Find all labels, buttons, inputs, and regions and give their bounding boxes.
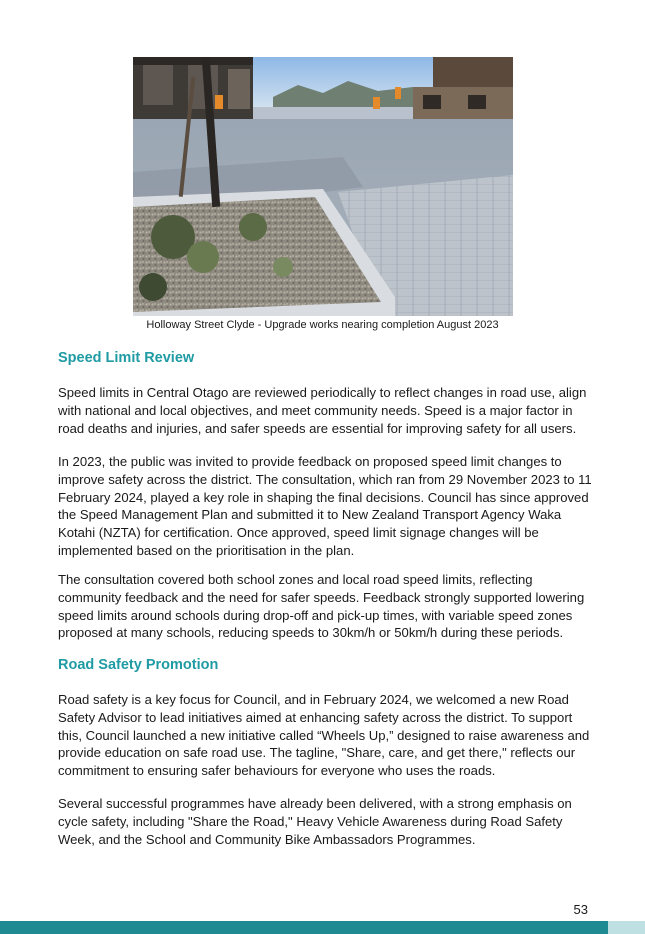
paragraph: Speed limits in Central Otago are reviewed periodically to reflect changes in road use, align with national and local objectives, and meet community needs. Speed is a major factor in road deaths and injuries, and safer speeds are essential for improving safety for all users. bbox=[58, 385, 587, 436]
paragraph: Several successful programmes have already been delivered, with a strong emphasis on cycle safety, including "Share the Road," Heavy Vehicle Awareness during Road Safety Week, and the School and Community Bike Ambassadors Programmes. bbox=[58, 796, 572, 847]
section-heading-road-safety-promotion: Road Safety Promotion bbox=[58, 657, 219, 673]
paragraph: The consultation covered both school zones and local road speed limits, reflecting community feedback and the need for safer speeds. Feedback strongly supported lowering speed limits around schools during drop-off and pick-up times, with variable speed zones proposed at many schools, reducing speeds to 30km/h or 50km/h during these periods. bbox=[58, 572, 585, 641]
footer-bar bbox=[0, 921, 645, 934]
street-photo-illustration bbox=[133, 57, 513, 316]
photo-caption: Holloway Street Clyde - Upgrade works nearing completion August 2023 bbox=[146, 319, 499, 331]
section-heading-speed-limit-review: Speed Limit Review bbox=[58, 350, 195, 366]
paragraph: In 2023, the public was invited to provide feedback on proposed speed limit changes to improve safety across the district. The consultation, which ran from 29 November 2023 to 11 February 2024, played a key role in shaping the final decisions. Council has since approved the Speed Management Plan and submitted it to New Zealand Transport Agency Waka Kotahi (NZTA) for certification. Once approved, speed limit signage changes will be implemented based on the prioritisation in the plan. bbox=[58, 454, 592, 558]
street-photo bbox=[133, 57, 513, 316]
paragraph: Road safety is a key focus for Council, and in February 2024, we welcomed a new Road Safety Advisor to lead initiatives aimed at enhancing safety across the district. To support this, Council launched a new initiative called “Wheels Up,” designed to raise awareness and provide education on safe road use. The tagline, "Share, care, and get there," reflects our commitment to ensuring safer behaviours for everyone who uses the roads. bbox=[58, 692, 590, 779]
footer-bar-accent bbox=[608, 921, 645, 934]
page-number: 53 bbox=[573, 902, 588, 917]
